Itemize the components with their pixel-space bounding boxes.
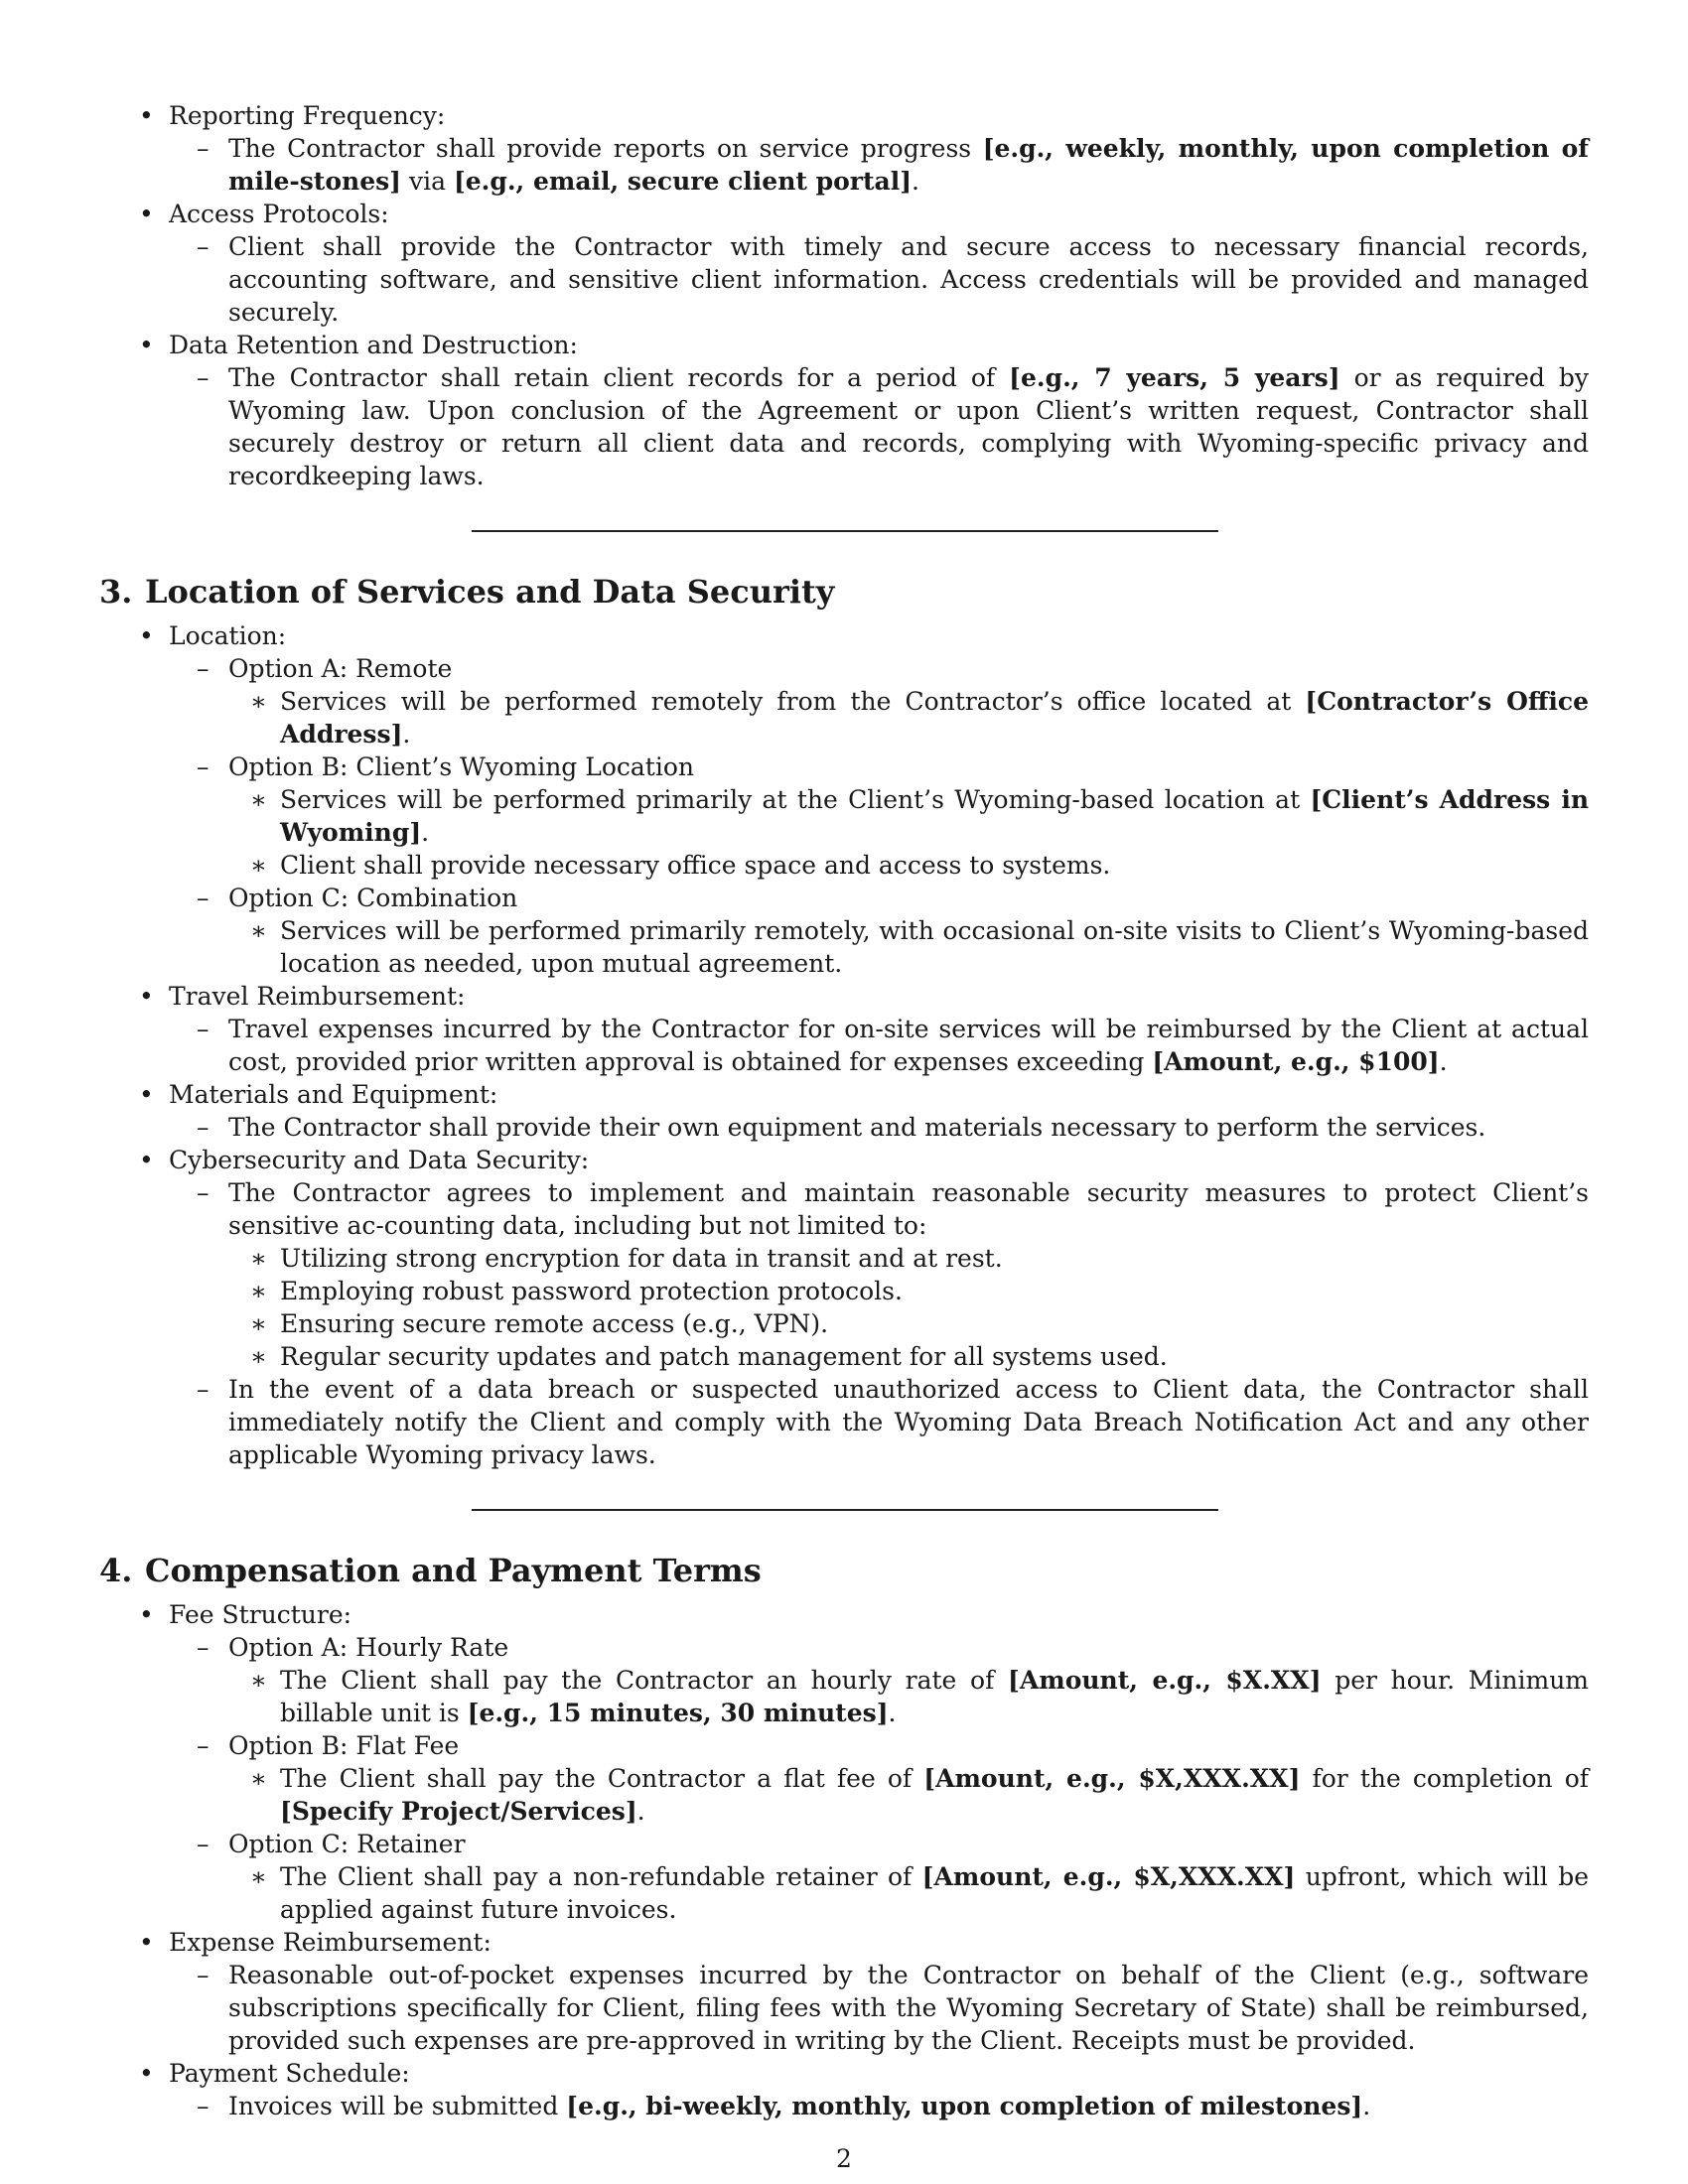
list-item (99, 619, 1589, 980)
option-label: Option C: Retainer (228, 1830, 466, 1858)
list-item (169, 132, 1589, 198)
list-item (99, 2057, 1589, 2122)
list-item: ∗ Regular security updates and patch management for all systems used. (228, 1340, 1589, 1373)
list-item: ∗ Services will be performed primarily remotely, with occasional on-site visits to Client’s Wyoming-based location as needed, upon mutual agreement. (228, 914, 1589, 980)
section-heading: 4. Compensation and Payment Terms (99, 1552, 762, 1589)
expense-label: Expense Reimbursement: (169, 1928, 492, 1957)
list-item: ∗ The Client shall pay the Contractor a flat fee of [Amount, e.g., $X,XXX.XX] for the completion of [Specify Project/Services]. (228, 1762, 1589, 1828)
option-label: Option A: Remote (228, 654, 453, 683)
list-item (99, 1598, 1589, 1926)
list-item: ∗ Ensuring secure remote access (e.g., VPN). (228, 1307, 1589, 1340)
list-item: ∗ Utilizing strong encryption for data in transit and at rest. (228, 1242, 1589, 1275)
list-item: – The Contractor agrees to implement and maintain reasonable security measures to protect Client’s sensitive ac-counting data, including but not limited to: ∗ Utilizing strong encryption for data in transit and at rest. ∗ Employing robust password protection protocols. ∗ Ensuring secure remote access (e.g., VPN). ∗ Regular security updates and patch management for all systems used. (169, 1176, 1589, 1373)
list-item: ∗ The Client shall pay a non-refundable retainer of [Amount, e.g., $X,XXX.XX] upfront, which will be applied against future invoices. (228, 1860, 1589, 1926)
list-item (169, 1729, 1589, 1828)
section-divider (472, 530, 1218, 532)
fee-label: Fee Structure: (169, 1600, 352, 1629)
section-divider (472, 1509, 1218, 1511)
list-item: – The Contractor shall provide their own equipment and materials necessary to perform the services. (169, 1111, 1589, 1144)
retention-text: – The Contractor shall retain client records for a period of [e.g., 7 years, 5 years] or as required by Wyoming law. Upon conclusion of the Agreement or upon Client’s written request, Contractor shall securely destroy or return all client data and records, complying with Wyoming-specific privacy and recordkeeping laws. (228, 363, 1590, 490)
list-item: ∗ Employing robust password protection protocols. (228, 1275, 1589, 1307)
list-item (99, 1078, 1589, 1144)
list-item (99, 1144, 1589, 1471)
list-item (169, 361, 1589, 492)
travel-label: Travel Reimbursement: (169, 982, 466, 1011)
section-heading: 3. Location of Services and Data Security (99, 573, 835, 611)
list-item: – Reasonable out-of-pocket expenses incurred by the Contractor on behalf of the Client (e.g., software subscriptions specifically for Client, filing fees with the Wyoming Secretary of State) shall be reimbursed, provided such expenses are pre-approved in writing by the Client. Receipts must be provided. (169, 1959, 1589, 2057)
reporting-label: Reporting Frequency: (169, 101, 446, 130)
schedule-label: Payment Schedule: (169, 2059, 410, 2088)
list-item (99, 198, 1589, 329)
list-item: ∗ Services will be performed remotely from the Contractor’s office located at [Contractor’s Office Address]. (228, 685, 1589, 751)
retention-label: Data Retention and Destruction: (169, 331, 578, 359)
materials-label: Materials and Equipment: (169, 1080, 498, 1109)
reporting-text: – The Contractor shall provide reports on service progress [e.g., weekly, monthly, upon completion of mile-stones] via [e.g., email, secure client portal]. (228, 134, 1589, 196)
option-label: Option A: Hourly Rate (228, 1633, 509, 1662)
list-item: ∗ Client shall provide necessary office space and access to systems. (228, 849, 1589, 882)
access-text: – Client shall provide the Contractor with timely and secure access to necessary financial records, accounting software, and sensitive client information. Access credentials will be provided and managed securely. (228, 232, 1589, 327)
list-item: ∗ The Client shall pay the Contractor an hourly rate of [Amount, e.g., $X.XX] per hour. Minimum billable unit is [e.g., 15 minutes, 30 minutes]. (228, 1664, 1589, 1729)
document-page (99, 99, 1589, 2122)
list-item (99, 1926, 1589, 2057)
option-label: Option B: Flat Fee (228, 1731, 460, 1760)
list-item (169, 1828, 1589, 1926)
section2-list (99, 99, 1589, 492)
list-item: – Travel expenses incurred by the Contractor for on-site services will be reimbursed by the Client at actual cost, provided prior written approval is obtained for expenses exceeding [Amount, e.g., $100]. (169, 1013, 1589, 1078)
access-label: Access Protocols: (169, 200, 389, 228)
list-item (169, 230, 1589, 329)
cyber-label: Cybersecurity and Data Security: (169, 1146, 590, 1174)
list-item (169, 751, 1589, 882)
list-item (169, 882, 1589, 980)
list-item (99, 99, 1589, 198)
list-item (169, 652, 1589, 751)
section4-list (99, 1598, 1589, 2122)
option-label: Option C: Combination (228, 884, 518, 912)
list-item: ∗ Services will be performed primarily at the Client’s Wyoming-based location at [Client’s Address in Wyoming]. (228, 783, 1589, 849)
list-item (99, 329, 1589, 492)
list-item (169, 1631, 1589, 1729)
location-label: Location: (169, 621, 287, 650)
list-item (99, 980, 1589, 1078)
list-item: – In the event of a data breach or suspected unauthorized access to Client data, the Contractor shall immediately notify the Client and comply with the Wyoming Data Breach Notification Act and any other applicable Wyoming privacy laws. (169, 1373, 1589, 1471)
list-item: – Invoices will be submitted [e.g., bi-weekly, monthly, upon completion of milestones]. (169, 2090, 1589, 2122)
page-number: 2 (836, 2144, 852, 2173)
section3-list (99, 619, 1589, 1471)
option-label: Option B: Client’s Wyoming Location (228, 752, 694, 781)
